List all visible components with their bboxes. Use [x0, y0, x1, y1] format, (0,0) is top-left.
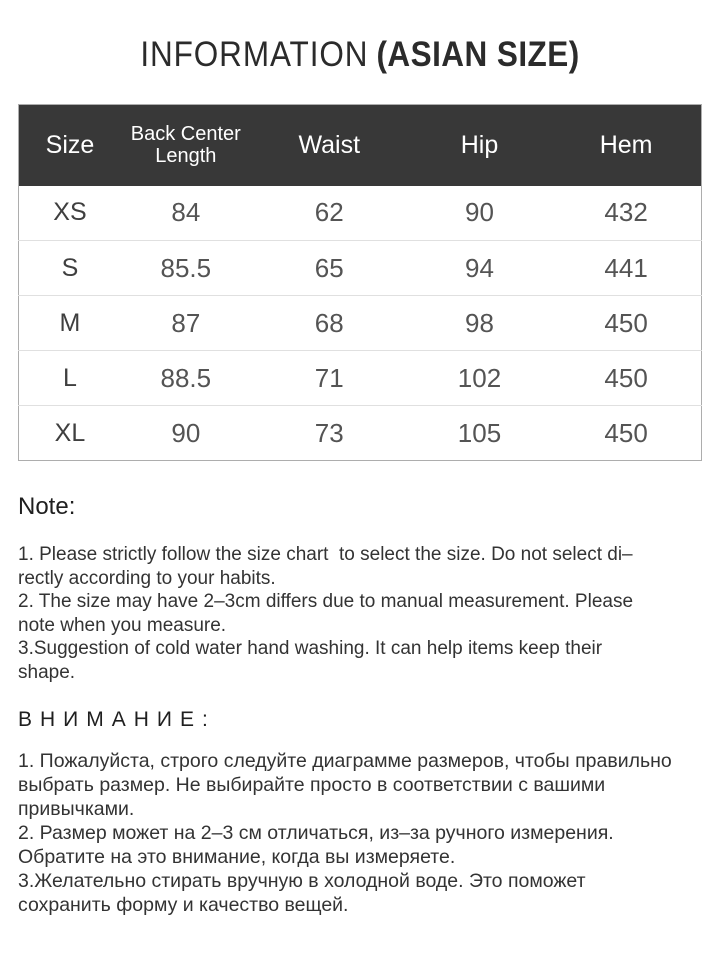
cell-hem: 450	[551, 351, 701, 406]
cell-waist: 68	[251, 296, 408, 351]
column-header-hip: Hip	[408, 105, 551, 186]
cell-hip: 105	[408, 406, 551, 461]
attention-line: 3.Желательно стирать вручную в холодной воде. Это поможет	[18, 870, 586, 892]
table-row-m	[19, 296, 702, 351]
attention-line: сохранить форму и качество вещей.	[18, 894, 349, 916]
cell-size: XS	[53, 198, 87, 227]
size-table	[18, 104, 702, 461]
cell-hip: 98	[408, 296, 551, 351]
attention-line: выбрать размер. Не выбирайте просто в соответствии с вашими	[18, 774, 606, 796]
size-table-body	[19, 186, 702, 461]
note-heading: Note:	[18, 493, 76, 520]
cell-waist: 62	[314, 197, 344, 228]
cell-back-center-length: 90	[121, 406, 251, 461]
title-regular: INFORMATION	[140, 35, 369, 74]
cell-hem: 450	[551, 406, 701, 461]
table-row-l	[19, 351, 702, 406]
note-line: 2. The size may have 2–3cm differs due to manual measurement. Please	[18, 591, 634, 612]
note-line: rectly according to your habits.	[18, 567, 276, 589]
note-line: shape.	[18, 661, 76, 683]
cell-back-center-length: 84	[171, 197, 201, 228]
title-bold: (ASIAN SIZE)	[376, 35, 580, 74]
back-center-line1: Back Center	[130, 123, 241, 146]
cell-hip: 90	[465, 197, 494, 228]
note-line: note when you measure.	[18, 614, 227, 636]
column-header-back-center-length	[121, 105, 251, 186]
cell-waist: 73	[251, 406, 408, 461]
cell-hem: 441	[551, 241, 701, 296]
column-header-hem: Hem	[551, 105, 701, 186]
cell-hip: 94	[408, 241, 551, 296]
attention-text	[18, 749, 702, 917]
cell-hip: 102	[408, 351, 551, 406]
note-line: 1. Please strictly follow the size chart to select the size. Do not select di–	[18, 544, 633, 565]
attention-line: привычками.	[18, 798, 135, 820]
cell-hem: 450	[551, 296, 701, 351]
cell-waist: 71	[251, 351, 408, 406]
attention-line: Обратите на это внимание, когда вы измеряете.	[18, 846, 456, 868]
cell-back-center-length: 87	[121, 296, 251, 351]
attention-line: 2. Размер может на 2–3 см отличаться, из–за ручного измерения.	[18, 822, 614, 844]
table-row-s	[19, 241, 702, 296]
cell-size: M	[19, 296, 121, 351]
table-header-row	[19, 105, 702, 186]
table-row-xl	[19, 406, 702, 461]
cell-waist: 65	[251, 241, 408, 296]
attention-line: 1. Пожалуйста, строго следуйте диаграмме размеров, чтобы правильно	[18, 750, 672, 772]
table-row-xs	[19, 186, 702, 241]
note-line: 3.Suggestion of cold water hand washing. It can help items keep their	[18, 638, 603, 659]
page-root	[0, 36, 720, 960]
size-table-header	[19, 105, 702, 186]
attention-heading: ВНИМАНИЕ:	[18, 708, 216, 731]
cell-hem: 432	[604, 197, 648, 228]
note-text	[18, 543, 702, 684]
column-header-waist: Waist	[251, 105, 408, 186]
cell-back-center-length: 88.5	[121, 351, 251, 406]
cell-size: XL	[19, 406, 121, 461]
cell-back-center-length: 85.5	[121, 241, 251, 296]
page-title	[52, 36, 668, 73]
column-header-size: Size	[19, 105, 121, 186]
cell-size: S	[19, 241, 121, 296]
cell-size: L	[19, 351, 121, 406]
back-center-line2: Length	[155, 145, 217, 168]
